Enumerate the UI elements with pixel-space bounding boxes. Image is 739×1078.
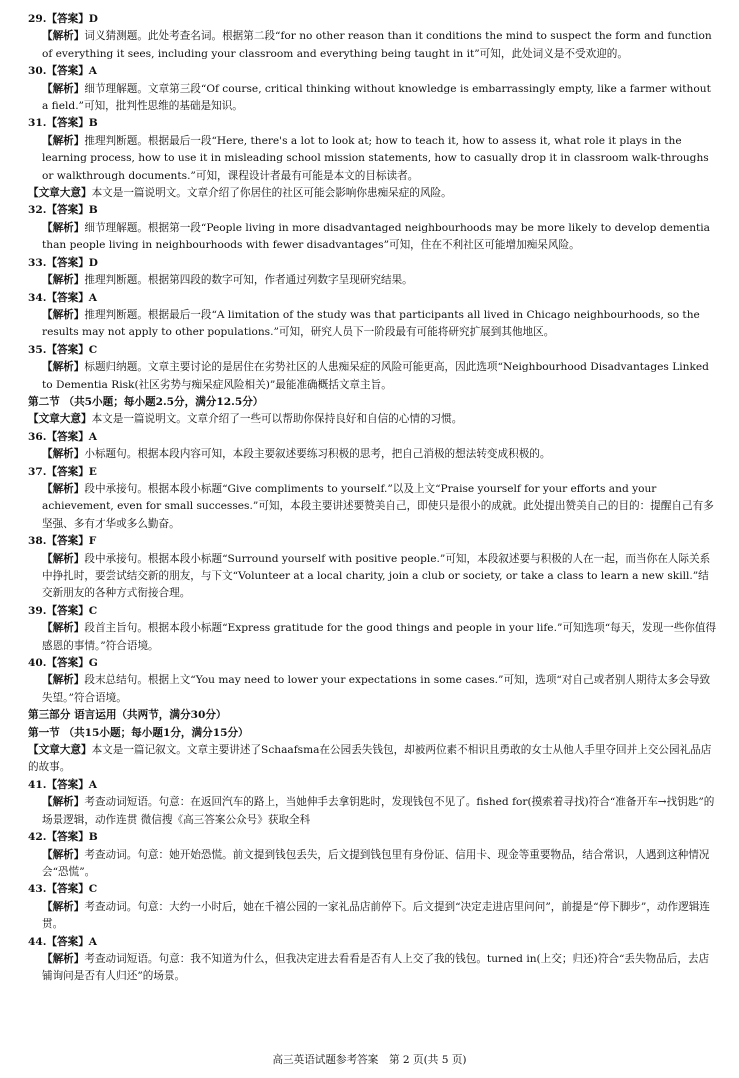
answer-label: 【答案】D (46, 256, 98, 269)
passage-summary (28, 411, 717, 428)
question-number: 35. (28, 343, 47, 356)
explanation-text: 段末总结句。根据上文“You may need to lower your expectations in some cases.”可知，选项“对自己或者别人期待太多会导致失望。”符合语境。 (42, 674, 711, 704)
explanation-text: 词义猜测题。此处考查名词。根据第二段“for no other reason than it conditions the mind to suspect the form and function of everything it sees, including your classroom and everything being taught in it”可知，此处词义是不受欢迎的。 (42, 30, 712, 60)
answer-line (28, 934, 717, 951)
answer-label: 【答案】A (46, 430, 98, 443)
answer-label: 【答案】A (46, 935, 98, 948)
explanation-tag: 【解析】 (42, 82, 85, 95)
answer-line (28, 829, 717, 846)
answer-line (28, 255, 717, 272)
explanation (28, 951, 717, 986)
question-number: 33. (28, 256, 47, 269)
answer-line (28, 881, 717, 898)
explanation-text: 细节理解题。文章第三段“Of course, critical thinking without knowledge is embarrassingly empty, like a farmer without a field.”可知，批判性思维的基础是知识。 (42, 82, 711, 113)
answer-line (28, 464, 717, 481)
explanation (28, 794, 717, 829)
passage-summary (28, 185, 717, 202)
explanation-text: 段首主旨句。根据本段小标题“Express gratitude for the good things and people in your life.”可知选项“每天，发现一些你值得感恩的事情。”符合语境。 (42, 622, 717, 652)
explanation (28, 81, 717, 116)
explanation-text: 段中承接句。根据本段小标题“Surround yourself with positive people.”可知，本段叙述要与积极的人在一起，而当你在人际关系中挣扎时，要尝试结交新的朋友，与下文“Volunteer at a local charity, join a club or society, or take a class to learn a new skill.”结交新朋友的各种方式衔接合理。 (42, 552, 711, 600)
explanation (28, 133, 717, 185)
explanation-tag: 【解析】 (42, 274, 85, 287)
explanation-tag: 【解析】 (42, 622, 85, 635)
question-number: 38. (28, 535, 47, 548)
question-number: 41. (28, 778, 47, 791)
section-heading: 第二节 （共5小题；每小题2.5分，满分12.5分） (28, 395, 264, 408)
explanation-tag: 【解析】 (42, 900, 85, 913)
explanation-tag: 【解析】 (42, 30, 85, 43)
explanation (28, 307, 717, 342)
answer-label: 【答案】B (46, 204, 98, 217)
answer-label: 【答案】C (46, 343, 98, 356)
answer-label: 【答案】C (46, 604, 98, 617)
explanation-tag: 【解析】 (42, 221, 85, 234)
explanation (28, 272, 717, 289)
explanation (28, 220, 717, 255)
summary-tag: 【文章大意】 (28, 413, 92, 426)
explanation (28, 446, 717, 463)
answer-label: 【答案】A (46, 291, 98, 304)
answer-label: 【答案】E (46, 465, 97, 478)
answer-line (28, 429, 717, 446)
explanation-text: 小标题句。根据本段内容可知，本段主要叙述要练习积极的思考，把自己消极的想法转变成积极的。 (84, 448, 551, 461)
explanation-text: 考查动词短语。句意：我不知道为什么，但我决定进去看看是否有人上交了我的钱包。turned in(上交；归还)符合“丢失物品后，去店铺询问是否有人归还”的场景。 (42, 952, 710, 983)
answer-line (28, 63, 717, 80)
question-number: 37. (28, 465, 47, 478)
answer-label: 【答案】D (46, 13, 98, 25)
explanation-tag: 【解析】 (42, 134, 85, 147)
explanation-text: 段中承接句。根据本段小标题“Give compliments to yourself.”以及上文“Praise yourself for your efforts and your achievement, even for small successes.”可知，本段主要讲述要赞美自己，即使只是很小的成就。此处提出赞美自己的目的：提醒自己有多坚强、多有才华或多么勤奋。 (42, 482, 714, 530)
answer-line (28, 777, 717, 794)
question-number: 30. (28, 65, 47, 78)
question-number: 31. (28, 117, 47, 130)
explanation (28, 620, 717, 655)
answer-label: 【答案】B (46, 117, 98, 130)
explanation-text: 细节理解题。根据第一段“People living in more disadvantaged neighbourhoods may be more likely to develop dementia than people living in neighbourhoods with fewer disadvantages”可知，住在不利社区可能增加痴呆风险。 (42, 221, 710, 252)
explanation-text: 推理判断题。根据第四段的数字可知，作者通过列数字呈现研究结果。 (84, 274, 413, 287)
summary-tag: 【文章大意】 (28, 187, 92, 200)
answer-label: 【答案】B (46, 831, 98, 844)
question-number: 36. (28, 430, 47, 443)
explanation (28, 28, 717, 63)
answer-line (28, 342, 717, 359)
explanation (28, 551, 717, 603)
answer-line (28, 533, 717, 550)
section-heading: 第一节 （共15小题；每小题1分，满分15分） (28, 726, 249, 739)
answer-line (28, 290, 717, 307)
explanation (28, 672, 717, 707)
explanation-text: 考查动词短语。句意：在返回汽车的路上，当她伸手去拿钥匙时，发现钱包不见了。fished for(摸索着寻找)符合“准备开车→找钥匙”的场景逻辑，动作连贯 微信搜《高三答案公众号》获取全科 (42, 796, 715, 826)
passage-summary (28, 742, 717, 777)
explanation (28, 481, 717, 533)
question-number: 40. (28, 657, 47, 670)
explanation-text: 推理判断题。根据最后一段“Here, there's a lot to look at; how to teach it, how to assess it, what role it plays in the learning process, how to use it in misleading school mission statements, how to casually drop it in classroom walk-throughs or walkthrough documents.”可知，课程设计者最有可能是本文的目标读者。 (42, 134, 709, 182)
answer-label: 【答案】A (46, 65, 98, 78)
section-heading: 第三部分 语言运用（共两节，满分30分） (28, 709, 227, 722)
explanation (28, 359, 717, 394)
explanation-tag: 【解析】 (42, 848, 85, 861)
question-number: 43. (28, 883, 47, 896)
answer-content (28, 11, 717, 986)
question-number: 44. (28, 935, 47, 948)
explanation-tag: 【解析】 (42, 796, 85, 809)
explanation-tag: 【解析】 (42, 448, 85, 461)
explanation-text: 推理判断题。根据最后一段“A limitation of the study was that participants all lived in Chicago neighbourhoods, so the results may not apply to other populations.”可知，研究人员下一阶段最有可能将研究扩展到其他地区。 (42, 308, 700, 339)
explanation-text: 考查动词。句意：大约一小时后，她在千禧公园的一家礼品店前停下。后文提到“决定走进店里问问”，前提是“停下脚步”，动作逻辑连贯。 (42, 900, 710, 931)
question-number: 29. (28, 13, 47, 25)
explanation-tag: 【解析】 (42, 952, 85, 965)
summary-text: 本文是一篇说明文。文章介绍了你居住的社区可能会影响你患痴呆症的风险。 (91, 187, 452, 200)
question-number: 39. (28, 604, 47, 617)
explanation-tag: 【解析】 (42, 308, 85, 321)
question-number: 34. (28, 291, 47, 304)
summary-tag: 【文章大意】 (28, 744, 92, 757)
explanation (28, 899, 717, 934)
explanation-tag: 【解析】 (42, 482, 85, 495)
answer-line (28, 655, 717, 672)
answer-label: 【答案】F (46, 535, 97, 548)
answer-line (28, 115, 717, 132)
answer-label: 【答案】C (46, 883, 98, 896)
explanation-tag: 【解析】 (42, 552, 85, 565)
answer-label: 【答案】G (46, 657, 98, 670)
explanation-tag: 【解析】 (42, 361, 85, 374)
answer-label: 【答案】A (46, 778, 98, 791)
summary-text: 本文是一篇记叙文。文章主要讲述了Schaafsma在公园丢失钱包，却被两位素不相识且勇敢的女士从他人手里夺回并上交公园礼品店的故事。 (28, 744, 712, 774)
explanation (28, 847, 717, 882)
answer-line (28, 603, 717, 620)
page-footer: 高三英语试题参考答案 第 2 页(共 5 页) (272, 1054, 467, 1066)
explanation-text: 考查动词。句意：她开始恐慌。前文提到钱包丢失，后文提到钱包里有身份证、信用卡、现金等重要物品，结合常识，人遇到这种情况会“恐慌”。 (42, 848, 710, 878)
explanation-text: 标题归纳题。文章主要讨论的是居住在劣势社区的人患痴呆症的风险可能更高，因此选项“Neighbourhood Disadvantages Linked to Dementia Risk(社区劣势与痴呆症风险相关)”最能准确概括文章主旨。 (42, 361, 709, 391)
answer-line (28, 11, 717, 28)
summary-text: 本文是一篇说明文。文章介绍了一些可以帮助你保持良好和自信的心情的习惯。 (91, 413, 463, 426)
question-number: 42. (28, 831, 47, 844)
explanation-tag: 【解析】 (42, 674, 85, 687)
answer-line (28, 202, 717, 219)
question-number: 32. (28, 204, 47, 217)
